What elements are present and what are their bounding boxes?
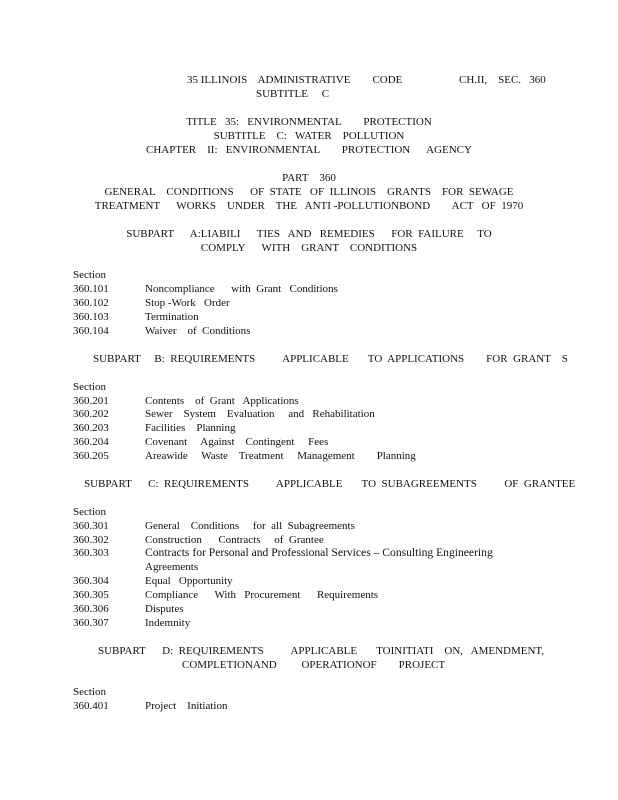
section-number: 360.401 [73,700,109,712]
subpart-d-heading-2: COMPLETIONAND OPERATIONOF PROJECT [182,659,446,671]
section-title: Indemnity [145,617,191,629]
part-heading: PART 360 [282,172,336,184]
section-label: Section [73,269,106,281]
section-title: Project Initiation [145,700,228,712]
section-number: 360.307 [73,617,109,629]
section-number: 360.101 [73,283,109,295]
subtitle-line: SUBTITLE C: WATER POLLUTION [213,130,405,142]
code-heading: 35 ILLINOIS ADMINISTRATIVE CODE [187,74,403,86]
section-number: 360.201 [73,395,109,407]
title-line: TITLE 35: ENVIRONMENTAL PROTECTION [186,116,432,128]
section-number: 360.303 [73,547,109,559]
section-number: 360.302 [73,534,109,546]
section-title: Equal Opportunity [145,575,233,587]
section-title: Disputes [145,603,184,615]
section-label: Section [73,381,106,393]
section-title: Stop -Work Order [145,297,230,309]
section-title: Noncompliance with Grant Conditions [145,283,338,295]
subpart-a-heading-2: COMPLY WITH GRANT CONDITIONS [200,242,418,254]
section-number: 360.203 [73,422,109,434]
section-title: Sewer System Evaluation and Rehabilitation [145,408,375,420]
section-title: Covenant Against Contingent Fees [145,436,329,448]
section-number: 360.205 [73,450,109,462]
section-label: Section [73,506,106,518]
subpart-a-heading-1: SUBPART A:LIABILI TIES AND REMEDIES FOR FAILURE TO [126,228,492,240]
section-title: Areawide Waste Treatment Management Planning [145,450,416,462]
section-title: Compliance With Procurement Requirements [145,589,379,601]
section-number: 360.202 [73,408,109,420]
section-title: General Conditions for all Subagreements [145,520,355,532]
section-title: Termination [145,311,199,323]
section-number: 360.104 [73,325,109,337]
section-title: Contracts for Personal and Professional Services – Consulting Engineering [145,546,493,559]
section-title: Construction Contracts of Grantee [145,534,324,546]
section-title: Waiver of Conditions [145,325,251,337]
section-number: 360.301 [73,520,109,532]
subpart-b-heading: SUBPART B: REQUIREMENTS APPLICABLE TO APPLICATIONS FOR GRANT S [93,353,568,365]
subpart-c-heading: SUBPART C: REQUIREMENTS APPLICABLE TO SUBAGREEMENTS OF GRANTEE [84,478,576,490]
part-title-line-1: GENERAL CONDITIONS OF STATE OF ILLINOIS GRANTS FOR SEWAGE [104,186,514,198]
subpart-d-heading-1: SUBPART D: REQUIREMENTS APPLICABLE TOINITIATI ON, AMENDMENT, [98,645,545,657]
chapter-section-ref: CH.II, SEC. 360 [459,74,546,86]
section-number: 360.305 [73,589,109,601]
chapter-line: CHAPTER II: ENVIRONMENTAL PROTECTION AGENCY [146,144,472,156]
section-title: Facilities Planning [145,422,236,434]
section-label: Section [73,686,106,698]
section-number: 360.102 [73,297,109,309]
section-number: 360.103 [73,311,109,323]
section-number: 360.304 [73,575,109,587]
section-title-continuation: Agreements [145,561,199,573]
section-number: 360.204 [73,436,109,448]
section-number: 360.306 [73,603,109,615]
subtitle-heading: SUBTITLE C [256,88,330,100]
part-title-line-2: TREATMENT WORKS UNDER THE ANTI -POLLUTIONBOND ACT OF 1970 [94,200,524,212]
section-title: Contents of Grant Applications [145,395,299,407]
